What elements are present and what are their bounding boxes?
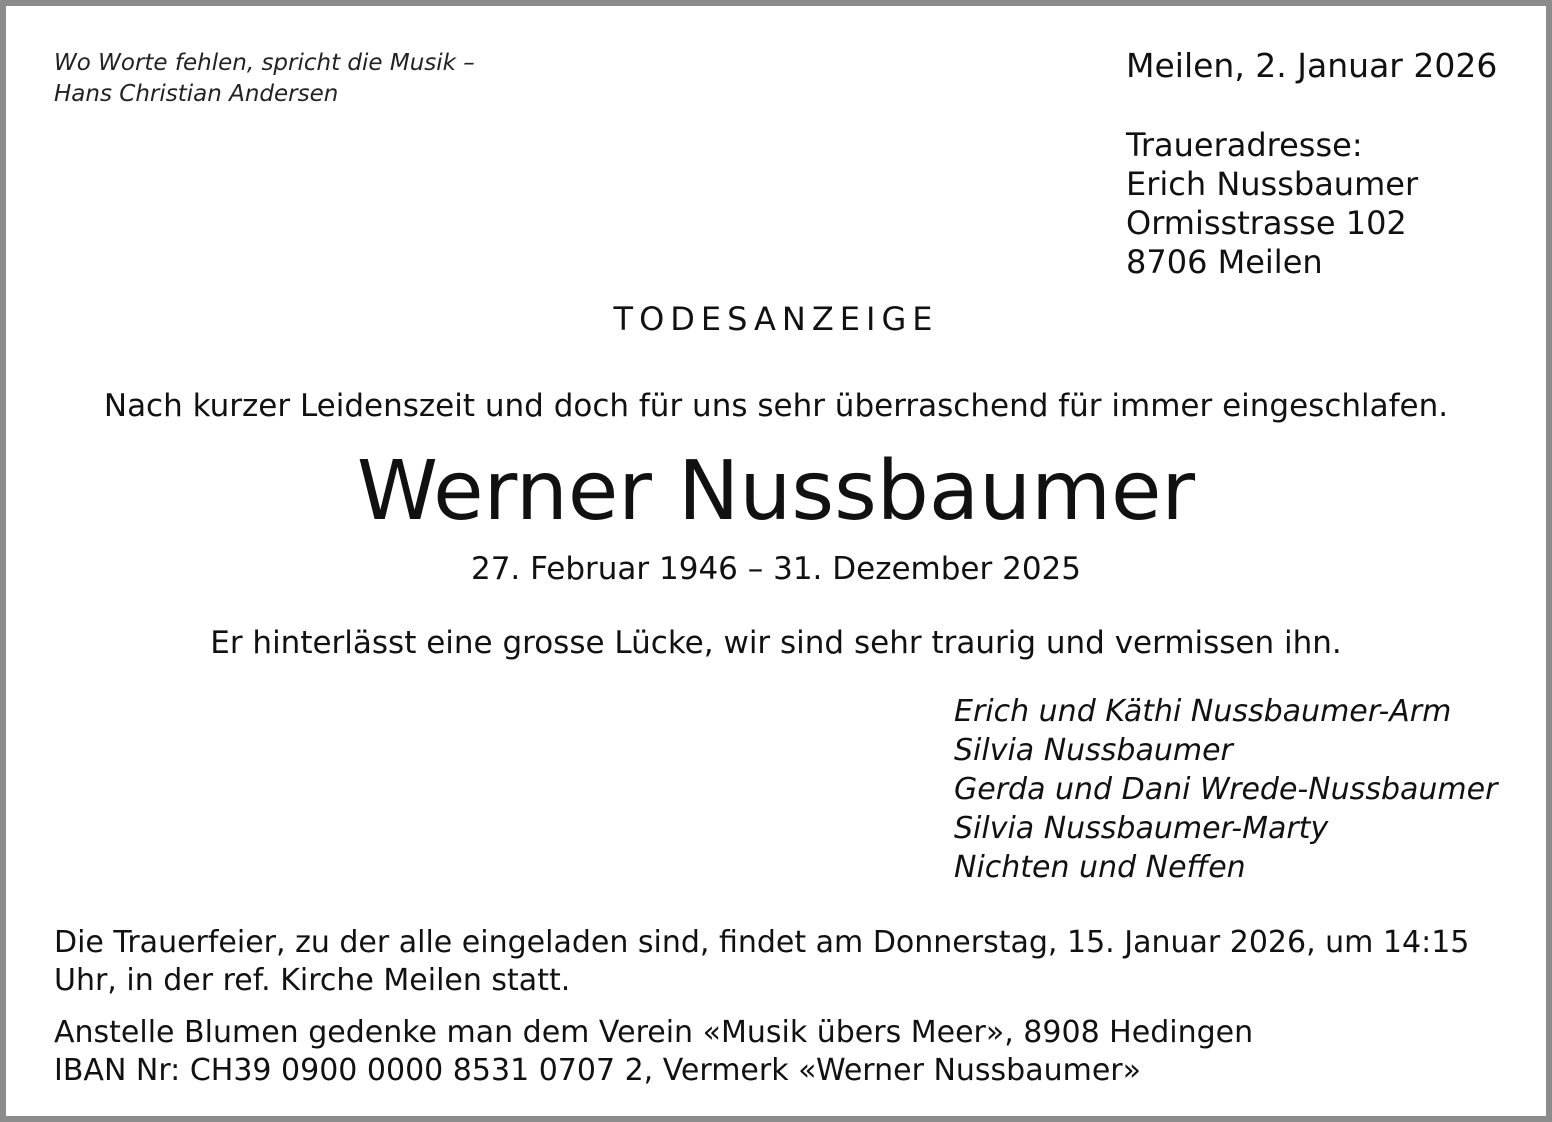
- address-label: Traueradresse:: [1126, 126, 1363, 164]
- address-city: 8706 Meilen: [1126, 243, 1323, 281]
- place-date: Meilen, 2. Januar 2026: [1126, 46, 1498, 85]
- mourner-entry: Erich und Käthi Nussbaumer-Arm: [954, 694, 1452, 729]
- mourner-entry: Silvia Nussbaumer-Marty: [954, 811, 1329, 846]
- mourner-entry: Gerda und Dani Wrede-Nussbaumer: [954, 772, 1498, 807]
- mourners-list: [954, 692, 1497, 887]
- deceased-name: Werner Nussbaumer: [356, 444, 1196, 539]
- lifespan-dates: 27. Februar 1946 – 31. Dezember 2025: [470, 551, 1081, 587]
- donation-line: Anstelle Blumen gedenke man dem Verein «Musik übers Meer», 8908 Hedingen: [54, 1015, 1254, 1050]
- donation-info: [54, 1014, 1253, 1090]
- mourner-entry: Silvia Nussbaumer: [954, 733, 1233, 768]
- farewell-message: Er hinterlässt eine grosse Lücke, wir sind sehr traurig und vermissen ihn.: [210, 625, 1342, 661]
- ceremony-info: Die Trauerfeier, zu der alle eingeladen sind, findet am Donnerstag, 15. Januar 2026, um 14:15 Uhr, in der ref. Kirche Meilen statt.: [54, 925, 1470, 998]
- address-name: Erich Nussbaumer: [1126, 165, 1419, 203]
- headline: TODESANZEIGE: [613, 300, 939, 338]
- mourner-entry: Nichten und Neffen: [954, 850, 1246, 885]
- epigraph-quote: [54, 48, 475, 110]
- quote-author: Hans Christian Andersen: [54, 81, 339, 107]
- quote-text: Wo Worte fehlen, spricht die Musik –: [54, 50, 475, 76]
- donation-iban: IBAN Nr: CH39 0900 0000 8531 0707 2, Vermerk «Werner Nussbaumer»: [54, 1053, 1141, 1088]
- address-street: Ormisstrasse 102: [1126, 204, 1407, 242]
- mourning-address: [1126, 126, 1418, 282]
- intro-text: Nach kurzer Leidenszeit und doch für uns sehr überraschend für immer eingeschlafen.: [103, 388, 1449, 424]
